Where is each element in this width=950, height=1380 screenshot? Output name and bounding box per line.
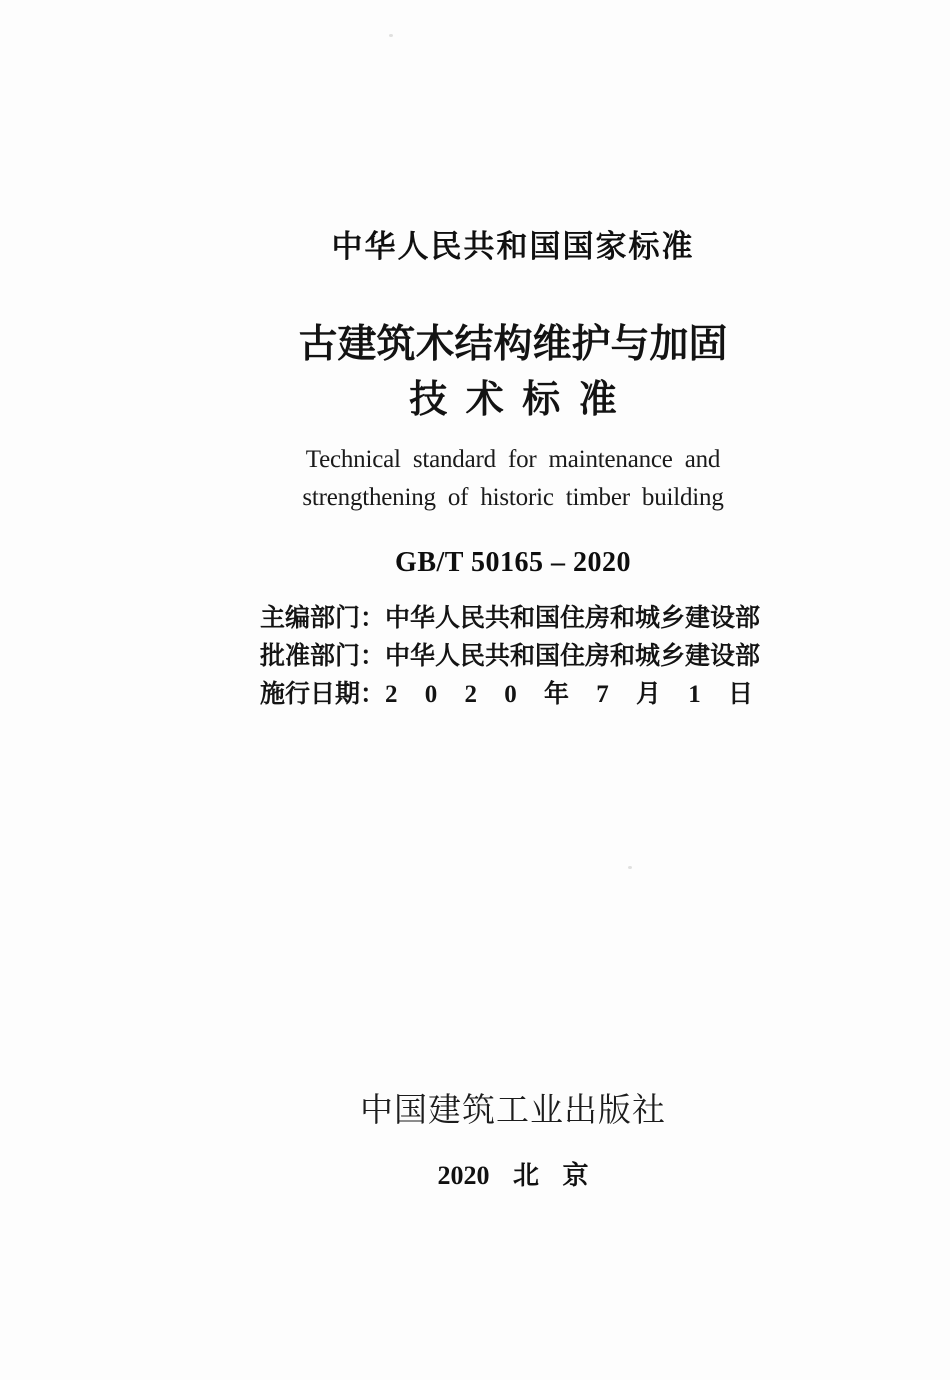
title-english-line1: Technical standard for maintenance and: [305, 446, 721, 473]
title-chinese-line1: 古建筑木结构维护与加固: [298, 323, 728, 366]
chief-editor-value: 中华人民共和国住房和城乡建设部: [385, 605, 761, 632]
approval-department-value: 中华人民共和国住房和城乡建设部: [385, 643, 761, 670]
approval-department-label: 批准部门：: [260, 643, 386, 670]
scan-speck-middle: [628, 866, 632, 869]
national-standard-heading: 中华人民共和国国家标准: [331, 229, 695, 264]
approval-department-row: [260, 638, 761, 676]
standard-code: GB/T 50165 – 2020: [395, 547, 631, 578]
title-english-line2: strengthening of historic timber building: [302, 484, 724, 511]
chief-editor-label: 主编部门：: [260, 605, 386, 632]
title-english: [0, 441, 950, 517]
publication-year-city: 2020 北 京: [437, 1161, 589, 1190]
implementation-date-value: 2 0 2 0 年 7 月 1 日: [385, 681, 754, 708]
scan-speck-top: [389, 34, 393, 37]
publication-info-block: [260, 600, 761, 714]
implementation-date-label: 施行日期：: [260, 681, 386, 708]
implementation-date-row: [260, 676, 754, 714]
chief-editor-row: [260, 600, 761, 638]
title-chinese-line2: 技 术 标 准: [409, 379, 617, 421]
publisher-name: 中国建筑工业出版社: [360, 1093, 666, 1129]
